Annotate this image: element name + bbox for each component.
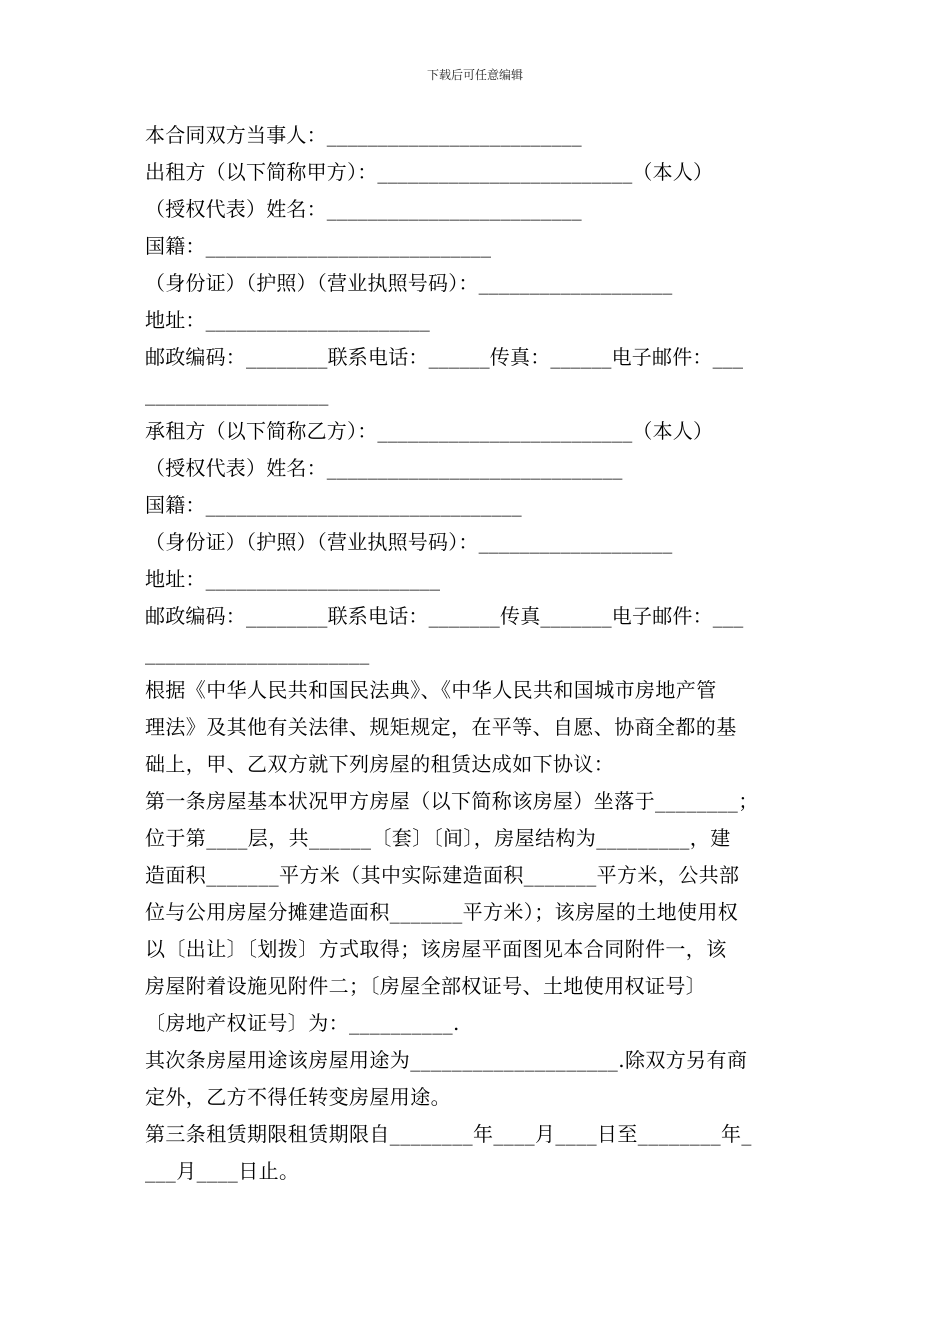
lessor-address-line: 地址：______________________ bbox=[145, 308, 430, 332]
lessor-id-line: （身份证）（护照）（营业执照号码）：___________________ bbox=[145, 271, 673, 295]
lessee-contact-line: 邮政编码：________联系电话：_______传真_______电子邮件：___ bbox=[145, 604, 744, 628]
text-line: 定外，乙方不得任转变房屋用途。 bbox=[145, 1085, 451, 1109]
text-line: 房屋附着设施见附件二；〔房屋全部权证号、土地使用权证号〕 bbox=[145, 974, 707, 998]
text-line: ___月____日止。 bbox=[145, 1159, 300, 1183]
text-line: 础上，甲、乙双方就下列房屋的租赁达成如下协议： bbox=[145, 752, 615, 776]
article-2 bbox=[145, 1042, 815, 1116]
lessor-contact-line: 邮政编码：________联系电话：______传真：______电子邮件：___ bbox=[145, 345, 744, 369]
lessor-nationality-line: 国籍：____________________________ bbox=[145, 234, 492, 258]
lessor-section bbox=[145, 117, 815, 413]
lessee-nationality-line: 国籍：_______________________________ bbox=[145, 493, 522, 517]
lessee-representative-line: （授权代表）姓名：_____________________________ bbox=[145, 456, 623, 480]
lessee-id-line: （身份证）（护照）（营业执照号码）：___________________ bbox=[145, 530, 673, 554]
lessee-line: 承租方（以下简称乙方）：_________________________（本人） bbox=[145, 419, 714, 443]
text-line: 位于第____层，共______〔套〕〔间〕，房屋结构为_________，建 bbox=[145, 826, 731, 850]
header-note: 下载后可任意编辑 bbox=[426, 68, 523, 82]
lessee-address-line: 地址：_______________________ bbox=[145, 567, 441, 591]
text-line: 其次条房屋用途该房屋用途为____________________.除双方另有商 bbox=[145, 1048, 748, 1072]
article-3 bbox=[145, 1116, 815, 1190]
lessor-line: 出租方（以下简称甲方）：_________________________（本人） bbox=[145, 160, 714, 184]
contract-parties-line: 本合同双方当事人：_________________________ bbox=[145, 123, 582, 147]
lessor-email-continuation: __________________ bbox=[145, 382, 329, 406]
lessee-section bbox=[145, 413, 815, 672]
preamble-paragraph bbox=[145, 672, 815, 783]
lessee-email-continuation: ______________________ bbox=[145, 641, 370, 665]
article-1 bbox=[145, 783, 815, 1042]
lessor-representative-line: （授权代表）姓名：_________________________ bbox=[145, 197, 582, 221]
text-line: 第一条房屋基本状况甲方房屋（以下简称该房屋）坐落于________； bbox=[145, 789, 759, 813]
text-line: 位与公用房屋分摊建造面积_______平方米）；该房屋的土地使用权 bbox=[145, 900, 739, 924]
text-line: 第三条租赁期限租赁期限自________年____月____日至________年_ bbox=[145, 1122, 752, 1146]
contract-body bbox=[145, 117, 815, 1190]
text-line: 根据《中华人民共和国民法典》、《中华人民共和国城市房地产管 bbox=[145, 678, 717, 702]
text-line: 造面积_______平方米（其中实际建造面积_______平方米，公共部 bbox=[145, 863, 740, 887]
text-line: 〔房地产权证号〕为：__________. bbox=[145, 1011, 460, 1035]
text-line: 以〔出让〕〔划拨〕方式取得；该房屋平面图见本合同附件一，该 bbox=[145, 937, 727, 961]
text-line: 理法》及其他有关法律、规矩规定，在平等、自愿、协商全都的基 bbox=[145, 715, 737, 739]
